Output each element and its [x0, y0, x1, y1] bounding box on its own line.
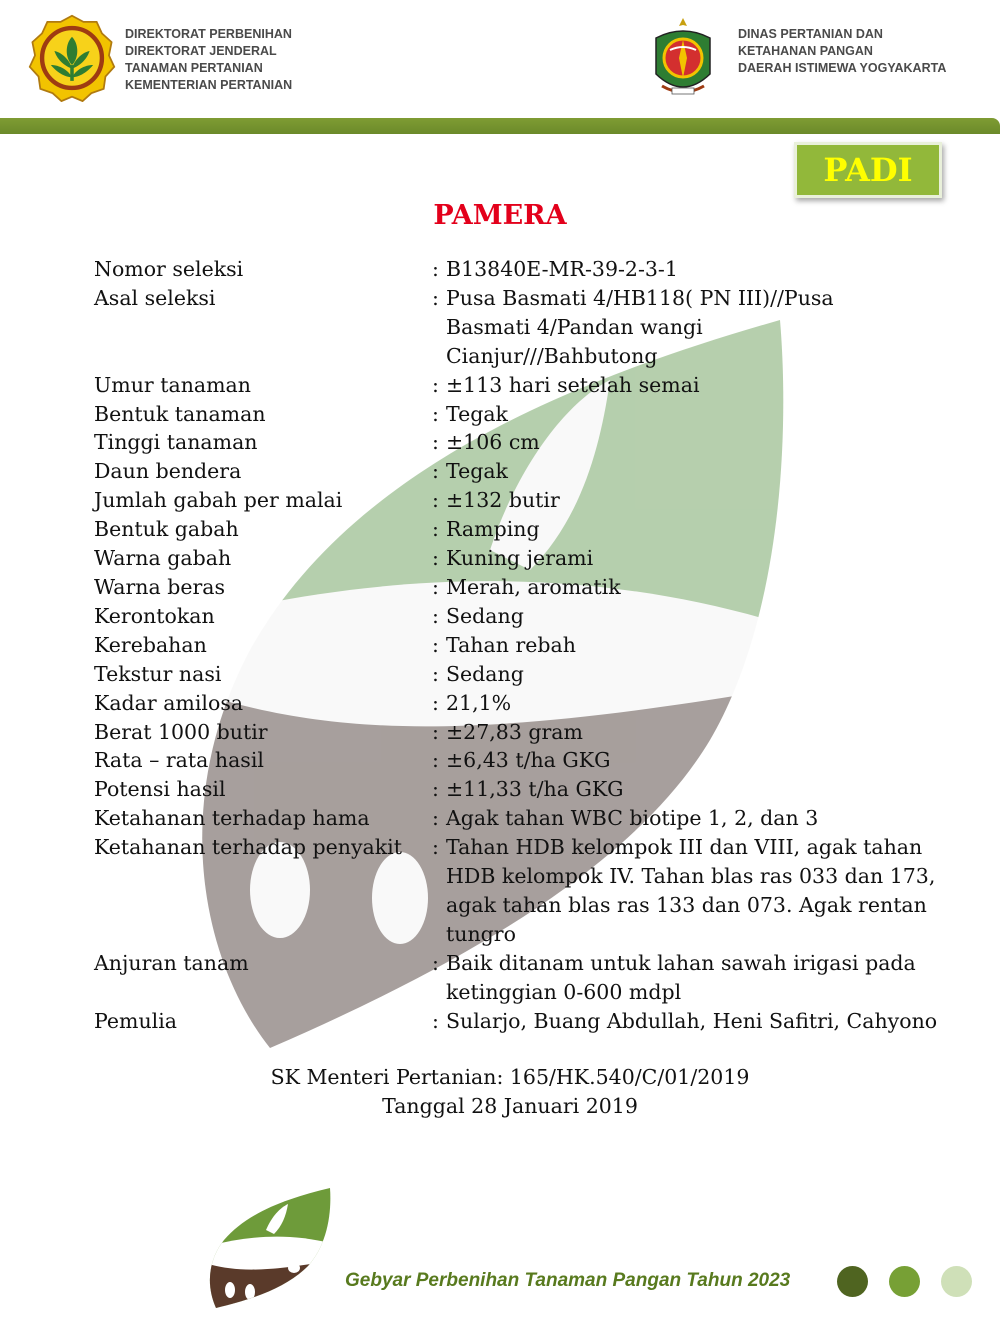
- spec-label: Berat 1000 butir: [94, 719, 268, 744]
- spec-value: Tegak: [446, 459, 508, 484]
- spec-colon: :: [432, 603, 439, 628]
- spec-label: Pemulia: [94, 1008, 177, 1033]
- spec-colon: :: [432, 574, 439, 599]
- spec-colon: :: [432, 719, 439, 744]
- spec-label: Ketahanan terhadap penyakit: [94, 835, 402, 860]
- kementan-logo-icon: [28, 14, 116, 102]
- spec-label: Tinggi tanaman: [94, 430, 258, 455]
- spec-label: Kerontokan: [94, 603, 215, 628]
- spec-label: Kerebahan: [94, 632, 207, 657]
- spec-value: Agak tahan WBC biotipe 1, 2, dan 3: [446, 806, 819, 831]
- spec-value: Tahan rebah: [446, 632, 576, 657]
- spec-label: Nomor seleksi: [94, 257, 244, 281]
- spec-colon: :: [432, 459, 439, 484]
- spec-colon: :: [432, 401, 439, 426]
- diy-emblem-icon: [648, 16, 718, 102]
- spec-value: Tahan HDB kelompok III dan VIII, agak tahan HDB kelompok IV. Tahan blas ras 033 dan 173, agak tahan blas ras 133 dan 073. Agak rentan tungro: [446, 835, 936, 946]
- spec-value: ±106 cm: [446, 430, 540, 455]
- spec-colon: :: [432, 661, 439, 686]
- decree-number: SK Menteri Pertanian: 165/HK.540/C/01/2019: [270, 1065, 750, 1089]
- spec-value: ±6,43 t/ha GKG: [446, 748, 611, 773]
- spec-label: Rata – rata hasil: [94, 748, 264, 773]
- spec-value: Pusa Basmati 4/HB118( PN III)//Pusa Basmati 4/Pandan wangi Cianjur///Bahbutong: [446, 285, 834, 368]
- spec-row: [94, 573, 974, 602]
- footer-event-title: Gebyar Perbenihan Tanaman Pangan Tahun 2023: [345, 1270, 791, 1291]
- category-badge-label: PADI: [823, 151, 913, 189]
- spec-label: Daun bendera: [94, 459, 242, 484]
- category-badge: [794, 142, 942, 198]
- spec-label: Tekstur nasi: [94, 661, 222, 686]
- spec-row: [94, 457, 974, 486]
- spec-colon: :: [432, 257, 439, 281]
- spec-colon: :: [432, 1008, 439, 1033]
- spec-colon: :: [432, 517, 439, 542]
- header: [0, 0, 1000, 118]
- spec-label: Bentuk tanaman: [94, 401, 266, 426]
- left-org-line: DIREKTORAT PERBENIHAN: [125, 27, 292, 41]
- spec-row: [94, 400, 974, 429]
- spec-colon: :: [432, 748, 439, 773]
- footer-dot-medium: [889, 1266, 920, 1297]
- left-org-line: KEMENTERIAN PERTANIAN: [125, 78, 293, 92]
- header-band: [0, 118, 1000, 134]
- spec-value: Sedang: [446, 661, 524, 686]
- spec-label: Warna beras: [94, 574, 226, 599]
- spec-value: ±113 hari setelah semai: [446, 372, 700, 397]
- spec-label: Asal seleksi: [94, 285, 216, 310]
- spec-colon: :: [432, 777, 439, 802]
- event-leaf-logo-icon: [208, 1186, 334, 1310]
- spec-colon: :: [432, 546, 439, 571]
- spec-row: [94, 689, 974, 718]
- spec-row: [94, 746, 974, 775]
- spec-label: Umur tanaman: [94, 372, 251, 397]
- spec-value: ±132 butir: [446, 488, 560, 513]
- spec-label: Jumlah gabah per malai: [94, 488, 343, 513]
- spec-label: Anjuran tanam: [94, 950, 249, 975]
- spec-label: Potensi hasil: [94, 777, 226, 802]
- spec-colon: :: [432, 372, 439, 397]
- spec-value: B13840E-MR-39-2-3-1: [446, 257, 678, 281]
- footer-dot-light: [941, 1266, 972, 1297]
- left-org-line: TANAMAN PERTANIAN: [125, 61, 263, 75]
- spec-colon: :: [432, 488, 439, 513]
- spec-value: 21,1%: [446, 690, 512, 715]
- spec-label: Ketahanan terhadap hama: [94, 806, 370, 831]
- decree-date: Tanggal 28 Januari 2019: [382, 1094, 638, 1118]
- spec-row: [94, 660, 974, 689]
- spec-row: [94, 631, 974, 660]
- spec-colon: :: [432, 690, 439, 715]
- spec-colon: :: [432, 806, 439, 831]
- spec-row: [94, 804, 974, 833]
- spec-row: [94, 544, 974, 573]
- spec-row: [94, 602, 974, 631]
- spec-value: ±27,83 gram: [446, 719, 583, 744]
- spec-row: [94, 371, 974, 400]
- spec-row: [94, 284, 974, 371]
- left-org-line: DIREKTORAT JENDERAL: [125, 44, 277, 58]
- spec-row: [94, 833, 974, 949]
- spec-value: Sedang: [446, 603, 524, 628]
- decree-block: [0, 1063, 1000, 1121]
- spec-row: [94, 255, 974, 284]
- spec-row: [94, 1007, 974, 1036]
- spec-row: [94, 515, 974, 544]
- spec-row: [94, 949, 974, 1007]
- variety-title: PAMERA: [433, 200, 567, 231]
- right-org-line: KETAHANAN PANGAN: [738, 44, 873, 58]
- spec-colon: :: [432, 285, 439, 310]
- spec-value: Ramping: [446, 517, 540, 542]
- spec-list: [94, 255, 974, 1035]
- right-org-line: DINAS PERTANIAN DAN: [738, 27, 883, 41]
- spec-label: Kadar amilosa: [94, 690, 244, 715]
- spec-value: Baik ditanam untuk lahan sawah irigasi pada ketinggian 0-600 mdpl: [446, 950, 916, 1004]
- spec-label: Warna gabah: [94, 546, 232, 571]
- left-org-name: [125, 26, 292, 94]
- spec-colon: :: [432, 632, 439, 657]
- spec-value: Tegak: [446, 401, 508, 426]
- spec-colon: :: [432, 950, 439, 975]
- spec-row: [94, 428, 974, 457]
- spec-label: Bentuk gabah: [94, 517, 239, 542]
- spec-value: ±11,33 t/ha GKG: [446, 777, 624, 802]
- spec-value: Merah, aromatik: [446, 574, 621, 599]
- footer-dot-dark: [837, 1266, 868, 1297]
- right-org-line: DAERAH ISTIMEWA YOGYAKARTA: [738, 61, 947, 75]
- spec-row: [94, 486, 974, 515]
- spec-row: [94, 775, 974, 804]
- spec-value: Kuning jerami: [446, 546, 594, 571]
- right-org-name: [738, 26, 946, 77]
- spec-value: Sularjo, Buang Abdullah, Heni Safitri, Cahyono: [446, 1008, 938, 1033]
- spec-colon: :: [432, 430, 439, 455]
- spec-row: [94, 718, 974, 747]
- spec-colon: :: [432, 835, 439, 860]
